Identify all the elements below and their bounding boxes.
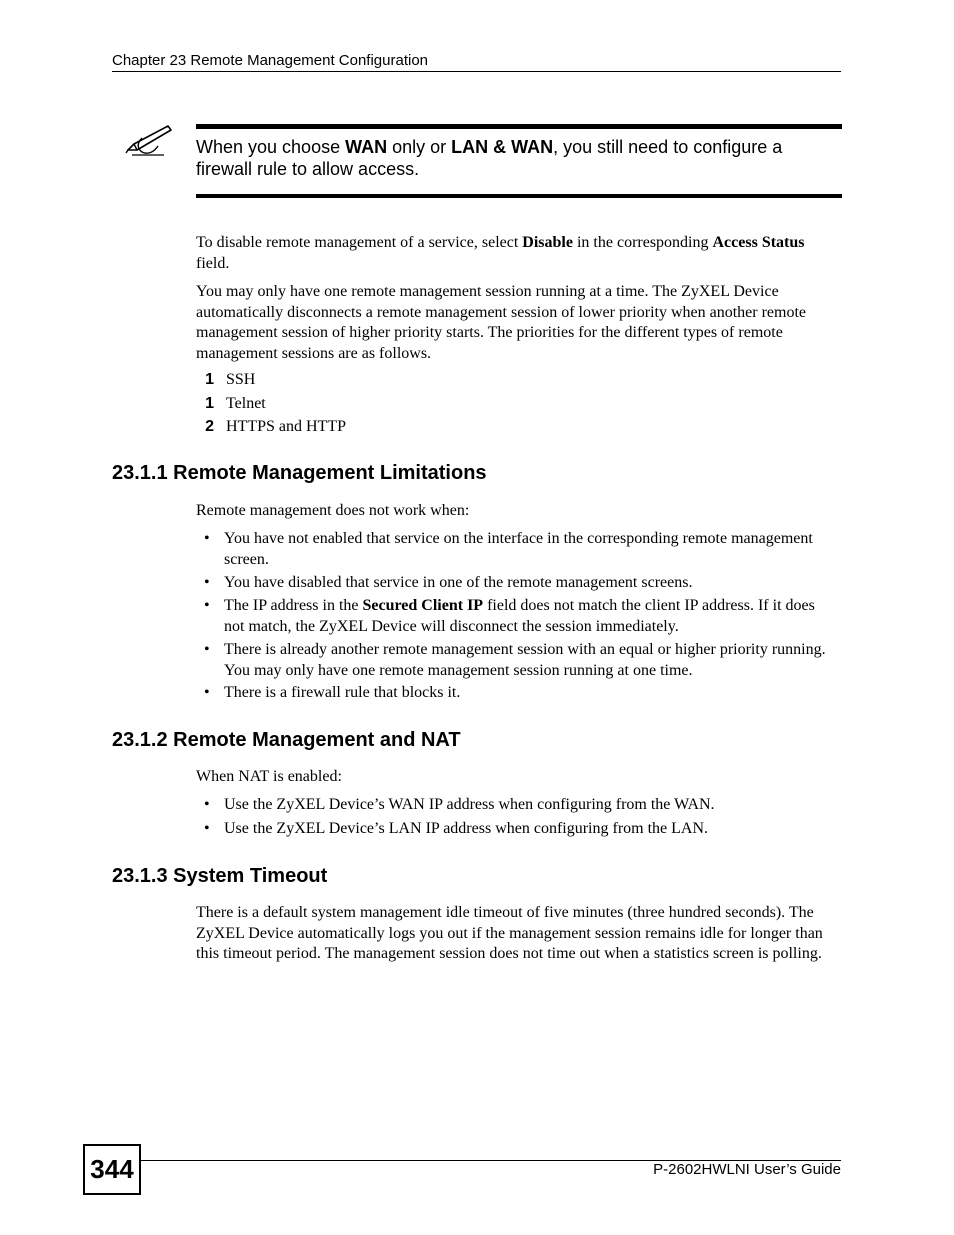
- limitations-intro: Remote management does not work when:: [196, 502, 470, 519]
- timeout-paragraph: There is a default system management idle timeout of five minutes (three hundred seconds). The ZyXEL Device automatically logs you out if the management session remains idle for longer than this timeout period. The management session does not time out when a statistics screen is polling.: [196, 904, 823, 962]
- paragraph-disable: To disable remote management of a service, select Disable in the corresponding Access Status field.: [196, 234, 805, 272]
- note-text: When you choose WAN only or LAN & WAN, you still need to configure a firewall rule to allow access.: [196, 137, 783, 179]
- note-bottom-rule: [196, 194, 842, 198]
- pencil-note-icon: [124, 122, 174, 158]
- nat-intro: When NAT is enabled:: [196, 768, 342, 785]
- priority-item: 1 Telnet: [205, 395, 266, 412]
- note-top-rule: [196, 124, 842, 129]
- list-item: • Use the ZyXEL Device’s WAN IP address when configuring from the WAN.: [204, 796, 715, 813]
- priority-item: 1 SSH: [205, 371, 256, 388]
- guide-title: P-2602HWLNI User’s Guide: [653, 1161, 841, 1178]
- section-heading-limitations: 23.1.1 Remote Management Limitations: [112, 462, 487, 484]
- list-item: • Use the ZyXEL Device’s LAN IP address when configuring from the LAN.: [204, 820, 709, 837]
- paragraph-priorities: You may only have one remote management session running at a time. The ZyXEL Device automatically disconnects a remote management session of lower priority when another remote management session of higher priority starts. The priorities for the different types of remote management sessions are as follows.: [196, 283, 807, 362]
- section-heading-nat: 23.1.2 Remote Management and NAT: [112, 729, 461, 751]
- list-item: • The IP address in the Secured Client IP field does not match the client IP address. If it does not match, the ZyXEL Device will disconnect the session immediately.: [204, 597, 815, 635]
- header-rule: [112, 71, 841, 72]
- list-item: • You have not enabled that service on the interface in the corresponding remote management screen.: [204, 530, 813, 568]
- section-heading-timeout: 23.1.3 System Timeout: [112, 865, 328, 887]
- list-item: • There is already another remote management session with an equal or higher priority running. You may only have one remote management session running at one time.: [204, 641, 826, 679]
- page-number: 344: [83, 1144, 141, 1195]
- running-header: Chapter 23 Remote Management Configuration: [112, 52, 429, 69]
- priority-item: 2 HTTPS and HTTP: [205, 418, 346, 435]
- list-item: • There is a firewall rule that blocks it.: [204, 684, 461, 701]
- list-item: • You have disabled that service in one of the remote management screens.: [204, 574, 693, 591]
